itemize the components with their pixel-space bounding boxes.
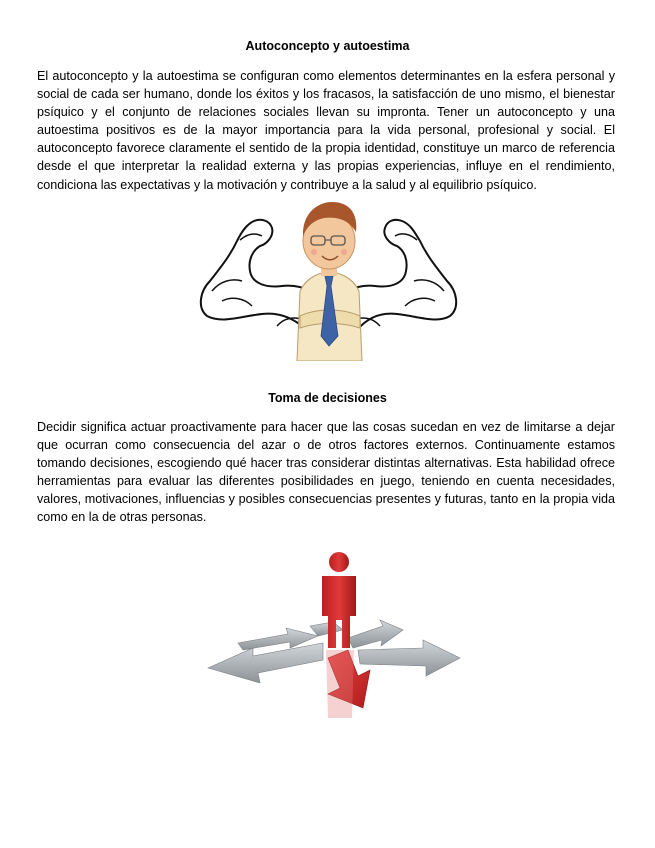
muscular-man-illustration: [192, 196, 462, 361]
section-body-autoconcepto: El autoconcepto y la autoestima se configuran como elementos determinantes en la esfera personal y social de cada ser humano, donde los éxitos y los fracasos, la satisfacción de uno mismo, el bienestar psíquico y el conjunto de relaciones sociales llevan su impronta. Tener un autoconcepto y una autoestima positivos es de la mayor importancia para la vida personal, profesional y social. El autoconcepto favorece claramente el sentido de la propia identidad, constituye un marco de referencia desde el que interpretar la realidad externa y las propias experiencias, influye en el rendimiento, condiciona las expectativas y la motivación y contribuye a la salud y al equilibrio psíquico.: [37, 69, 615, 192]
section-title-toma-de-decisiones: Toma de decisiones: [268, 391, 387, 405]
section-body-toma-de-decisiones: Decidir significa actuar proactivamente para hacer que las cosas sucedan en vez de limitarse a dejar que ocurran como consecuencia del azar o de otros factores externos. Continuamente estamos tomando decisiones, escogiendo qué hacer tras considerar distintas alternativas. Esta habilidad ofrece herramientas para evaluar las diferentes posibilidades en juego, teniendo en cuenta necesidades, valores, motivaciones, influencias y posibles consecuencias presentes y futuras, tanto en la propia vida como en la de otras personas.: [37, 420, 615, 525]
section-title-autoconcepto: Autoconcepto y autoestima: [245, 39, 410, 53]
decision-arrows-illustration: [198, 548, 468, 728]
